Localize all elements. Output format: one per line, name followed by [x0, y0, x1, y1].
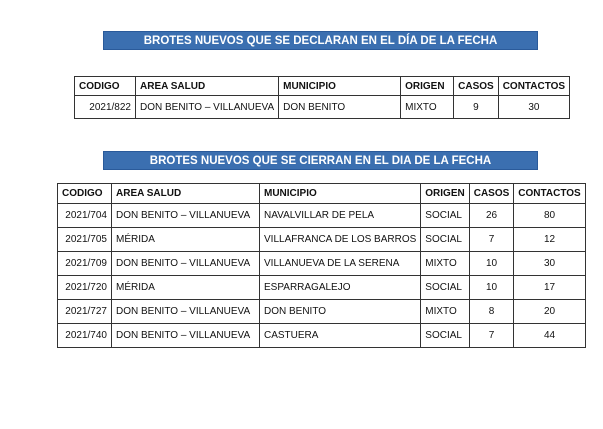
table-row [58, 276, 586, 300]
table-row [75, 96, 570, 119]
table-row [58, 252, 586, 276]
cell-origen: SOCIAL [421, 324, 469, 348]
cell-origen: SOCIAL [421, 228, 469, 252]
cell-area-salud: DON BENITO – VILLANUEVA [136, 96, 279, 119]
header-municipio: MUNICIPIO [260, 184, 421, 204]
header-contactos: CONTACTOS [498, 77, 569, 96]
header-origen: ORIGEN [421, 184, 469, 204]
table-row [58, 300, 586, 324]
cell-area-salud: DON BENITO – VILLANUEVA [112, 204, 260, 228]
cell-contactos: 44 [514, 324, 585, 348]
cell-municipio: DON BENITO [279, 96, 401, 119]
cell-contactos: 30 [514, 252, 585, 276]
cell-casos: 26 [469, 204, 514, 228]
table-row [58, 324, 586, 348]
cell-area-salud: MÉRIDA [112, 276, 260, 300]
cell-area-salud: MÉRIDA [112, 228, 260, 252]
declared-outbreaks-table [74, 76, 570, 119]
cell-municipio: DON BENITO [260, 300, 421, 324]
cell-codigo: 2021/720 [58, 276, 112, 300]
header-area-salud: AREA SALUD [136, 77, 279, 96]
cell-casos: 8 [469, 300, 514, 324]
header-codigo: CODIGO [75, 77, 136, 96]
cell-municipio: VILLANUEVA DE LA SERENA [260, 252, 421, 276]
header-area-salud: AREA SALUD [112, 184, 260, 204]
cell-codigo: 2021/704 [58, 204, 112, 228]
header-codigo: CODIGO [58, 184, 112, 204]
cell-area-salud: DON BENITO – VILLANUEVA [112, 300, 260, 324]
header-municipio: MUNICIPIO [279, 77, 401, 96]
cell-area-salud: DON BENITO – VILLANUEVA [112, 252, 260, 276]
cell-origen: SOCIAL [421, 204, 469, 228]
table-header-row [58, 184, 586, 204]
cell-casos: 7 [469, 324, 514, 348]
table-row [58, 204, 586, 228]
cell-codigo: 2021/822 [75, 96, 136, 119]
cell-municipio: VILLAFRANCA DE LOS BARROS [260, 228, 421, 252]
table-header-row [75, 77, 570, 96]
cell-contactos: 30 [498, 96, 569, 119]
cell-codigo: 2021/705 [58, 228, 112, 252]
cell-municipio: NAVALVILLAR DE PELA [260, 204, 421, 228]
cell-contactos: 20 [514, 300, 585, 324]
cell-codigo: 2021/709 [58, 252, 112, 276]
cell-contactos: 12 [514, 228, 585, 252]
table-row [58, 228, 586, 252]
cell-casos: 9 [454, 96, 499, 119]
closed-outbreaks-title: BROTES NUEVOS QUE SE CIERRAN EN EL DIA DE LA FECHA [103, 151, 538, 170]
header-origen: ORIGEN [401, 77, 454, 96]
header-casos: CASOS [469, 184, 514, 204]
cell-area-salud: DON BENITO – VILLANUEVA [112, 324, 260, 348]
cell-municipio: CASTUERA [260, 324, 421, 348]
cell-codigo: 2021/727 [58, 300, 112, 324]
cell-contactos: 80 [514, 204, 585, 228]
cell-origen: MIXTO [421, 300, 469, 324]
cell-origen: MIXTO [421, 252, 469, 276]
header-casos: CASOS [454, 77, 499, 96]
cell-casos: 7 [469, 228, 514, 252]
cell-casos: 10 [469, 276, 514, 300]
cell-contactos: 17 [514, 276, 585, 300]
cell-origen: SOCIAL [421, 276, 469, 300]
declared-outbreaks-title: BROTES NUEVOS QUE SE DECLARAN EN EL DÍA DE LA FECHA [103, 31, 538, 50]
header-contactos: CONTACTOS [514, 184, 585, 204]
closed-outbreaks-table [57, 183, 586, 348]
cell-municipio: ESPARRAGALEJO [260, 276, 421, 300]
cell-origen: MIXTO [401, 96, 454, 119]
cell-casos: 10 [469, 252, 514, 276]
cell-codigo: 2021/740 [58, 324, 112, 348]
